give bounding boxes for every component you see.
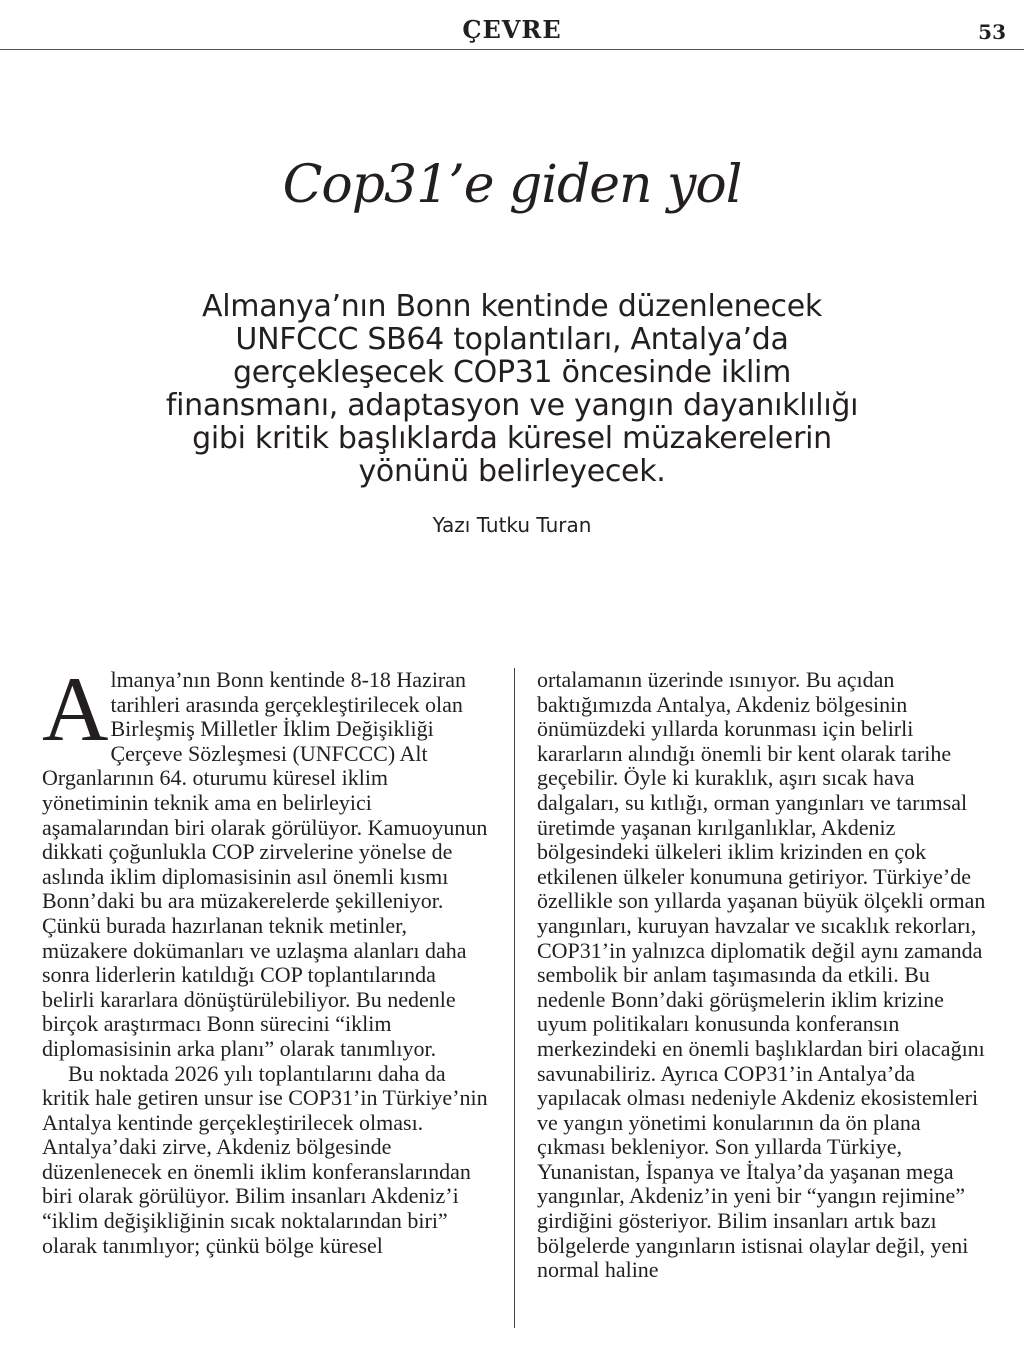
header-divider (0, 49, 1024, 50)
page-header (0, 0, 1024, 50)
section-title: ÇEVRE (462, 15, 562, 44)
body-paragraph (42, 658, 492, 1062)
paragraph-text: lmanya’nın Bonn kentinde 8-18 Haziran tarihleri arasında gerçekleştirilecek olan Birleşmiş Milletler İklim Değişikliği Çerçeve Sözleşmesi (UNFCCC) Alt Organlarının 64. oturumu küresel iklim yönetiminin teknik ama en belirleyici aşamalarından biri olarak görülüyor. Kamuoyunun dikkati çoğunlukla COP zirvelerine yönelse de aslında iklim diplomasisinin asıl önemli kısmı Bonn’daki bu ara müzakerelerde şekilleniyor. Çünkü burada hazırlanan teknik metinler, müzakere dokümanları ve uzlaşma alanları daha sonra liderlerin katıldığı COP toplantılarında belirli kararlara dönüştürülebiliyor. Bu nedenle birçok araştırmacı Bonn sürecini “iklim diplomasisinin arka planı” olarak tanımlıyor. (42, 667, 488, 1061)
drop-cap: A (42, 658, 109, 760)
page-number: 53 (978, 20, 1006, 44)
article-lead: Almanya’nın Bonn kentinde düzenlenecek UNFCCC SB64 toplantıları, Antalya’da gerçekleşecek COP31 öncesinde iklim finansmanı, adaptasyon ve yangın dayanıklılığı gibi kritik başlıklarda küresel müzakerelerin yönünü belirleyecek. (165, 289, 859, 489)
article-byline: Yazı Tutku Turan (432, 513, 592, 537)
column-divider (514, 668, 515, 1328)
article-title: Cop31’e giden yol (282, 155, 742, 215)
body-column-right (537, 668, 989, 1283)
body-column-left (42, 658, 492, 1258)
body-paragraph: Bu noktada 2026 yılı toplantılarını daha da kritik hale getiren unsur ise COP31’in Türkiye’nin Antalya kentinde gerçekleştirilecek olması. Antalya’daki zirve, Akdeniz bölgesinde düzenlenecek en önemli iklim konferanslarından biri olarak görülüyor. Bilim insanları Akdeniz’i “iklim değişikliğinin sıcak noktalarından biri” olarak tanımlıyor; çünkü bölge küresel (42, 1060, 488, 1258)
body-paragraph: ortalamanın üzerinde ısınıyor. Bu açıdan baktığımızda Antalya, Akdeniz bölgesinin önümüzdeki yıllarda korunması için belirli kararların alındığı önemli bir kent olarak tarihe geçebilir. Öyle ki kuraklık, aşırı sıcak hava dalgaları, su kıtlığı, orman yangınları ve tarımsal üretimde yaşanan kırılganlıklar, Akdeniz bölgesindeki ülkeleri iklim krizinden en çok etkilenen ülkeler konumuna getiriyor. Türkiye’de özellikle son yıllarda yaşanan büyük ölçekli orman yangınları, kuruyan havzalar ve sıcaklık rekorları, COP31’in yalnızca diplomatik değil aynı zamanda sembolik bir anlam taşımasında da etkili. Bu nedenle Bonn’daki görüşmelerin iklim krizine uyum politikaları konusunda konferansın merkezindeki en önemli başlıklardan biri olacağını savunabiliriz. Ayrıca COP31’in Antalya’da yapılacak olması nedeniyle Akdeniz ekosistemleri ve yangın yönetimi konularının da ön plana çıkması bekleniyor. Son yıllarda Türkiye, Yunanistan, İspanya ve İtalya’da yaşanan mega yangınlar, Akdeniz’in yeni bir “yangın rejimine” girdiğini gösteriyor. Bilim insanları artık bazı bölgelerde yangınların istisnai olaylar değil, yeni normal haline (537, 667, 986, 1283)
